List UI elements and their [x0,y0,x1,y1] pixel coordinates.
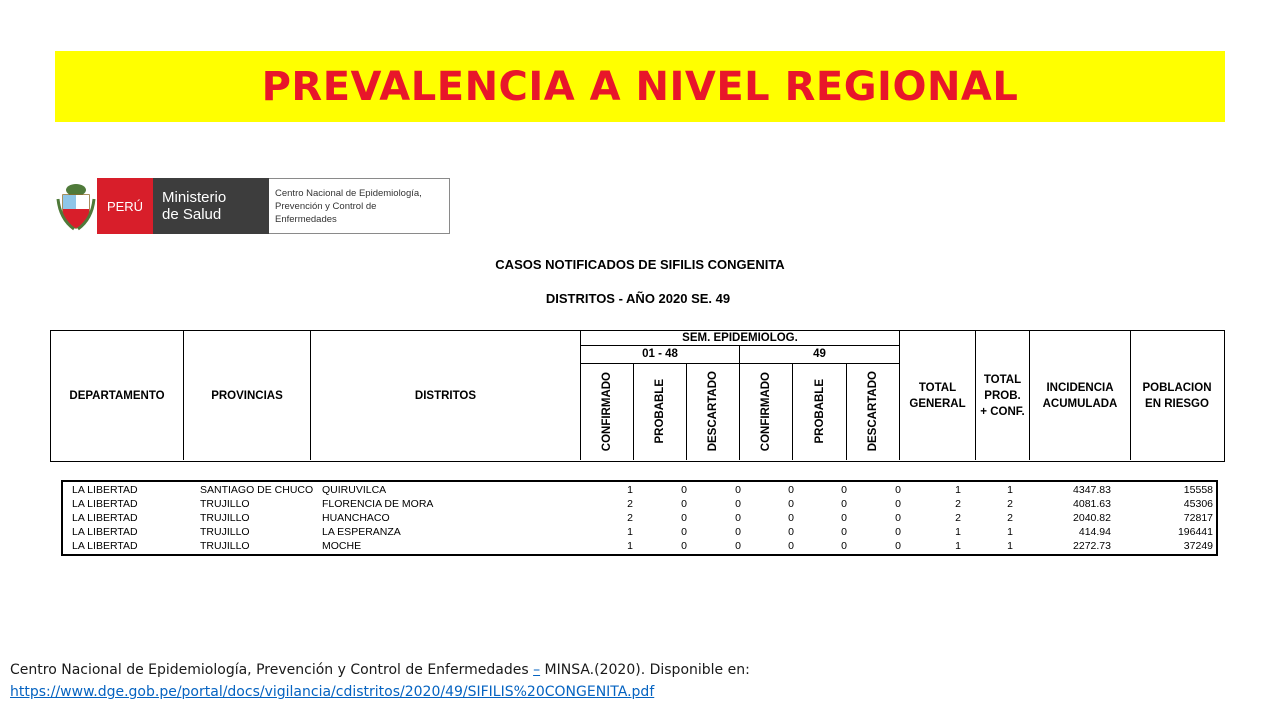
citation-url-link[interactable]: https://www.dge.gob.pe/portal/docs/vigilancia/cdistritos/2020/49/SIFILIS%20CONGENITA.pdf [10,684,655,700]
header-probable-2: PROBABLE [792,363,846,460]
citation-text-after: MINSA.(2020). Disponible en: [540,662,750,678]
table-row: LA LIBERTAD TRUJILLO LA ESPERANZA 1 0 0 0 0 0 1 1 414.94 196441 [72,526,1213,538]
header-total-prob-conf: TOTAL PROB. + CONF. [975,331,1029,460]
header-group-01-48: 01 - 48 [580,345,739,363]
cut-off-row [63,552,1216,556]
ministry-line-1: Ministerio [162,189,227,206]
header-confirmado-2: CONFIRMADO [739,363,792,460]
citation-dash-link[interactable]: – [533,662,541,678]
center-line-3: Enfermedades [275,213,337,225]
header-poblacion: POBLACION EN RIESGO [1130,331,1223,460]
header-group-49: 49 [739,345,899,363]
data-highlight-box [61,480,1218,556]
header-confirmado-1: CONFIRMADO [580,363,633,460]
header-provincias: PROVINCIAS [183,331,310,460]
table-header [50,330,1225,462]
center-name [269,178,450,234]
header-distritos: DISTRITOS [310,331,580,460]
peru-label: PERÚ [97,178,153,234]
ministry-name [153,178,269,234]
center-line-1: Centro Nacional de Epidemiología, [275,187,422,199]
table-row: LA LIBERTAD SANTIAGO DE CHUCO QUIRUVILCA 1 0 0 0 0 0 1 1 4347.83 15558 [72,484,1213,496]
title-banner [55,51,1225,122]
citation [10,659,750,703]
table-row: LA LIBERTAD TRUJILLO FLORENCIA DE MORA 2 0 0 0 0 0 2 2 4081.63 45306 [72,498,1213,510]
header-departamento: DEPARTAMENTO [69,389,165,402]
table-row: LA LIBERTAD TRUJILLO HUANCHACO 2 0 0 0 0 0 2 2 2040.82 72817 [72,512,1213,524]
coat-of-arms-icon [55,178,97,234]
table-row: LA LIBERTAD TRUJILLO MOCHE 1 0 0 0 0 0 1 1 2272.73 37249 [72,540,1213,552]
header-descartado-2: DESCARTADO [846,363,899,460]
citation-text: Centro Nacional de Epidemiología, Prevención y Control de Enfermedades [10,662,534,678]
page-title: PREVALENCIA A NIVEL REGIONAL [261,63,1019,110]
header-descartado-1: DESCARTADO [686,363,739,460]
header-total-general: TOTAL GENERAL [899,331,975,460]
ministry-line-2: de Salud [162,206,222,223]
header-incidencia: INCIDENCIA ACUMULADA [1029,331,1130,460]
header-probable-1: PROBABLE [633,363,686,460]
header-sem-epi: SEM. EPIDEMIOLOG. [580,331,899,345]
report-title: CASOS NOTIFICADOS DE SIFILIS CONGENITA [495,257,785,272]
center-line-2: Prevención y Control de [275,200,377,212]
minsa-logo [55,178,450,234]
report-subtitle: DISTRITOS - AÑO 2020 SE. 49 [545,291,731,306]
